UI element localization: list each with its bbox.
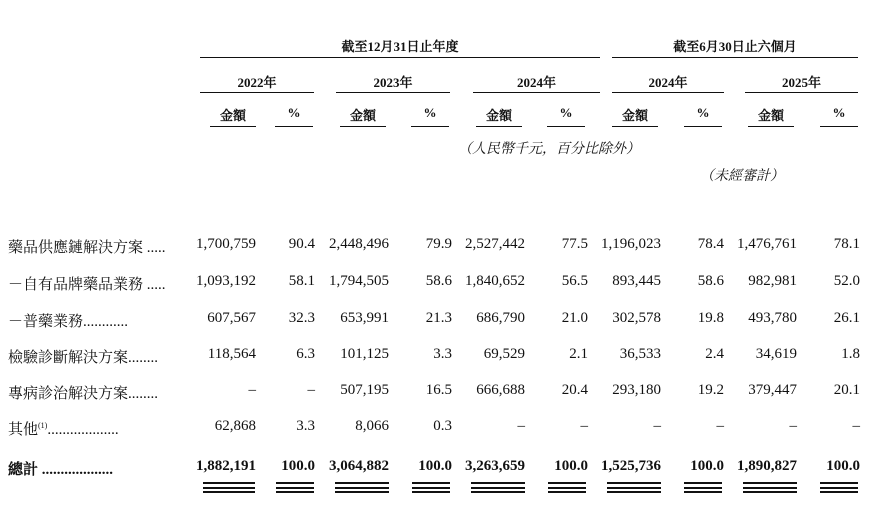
amount-header: 金額 bbox=[621, 108, 648, 123]
divider bbox=[200, 92, 314, 93]
double-underline bbox=[548, 482, 586, 493]
percent-cell: 32.3 bbox=[288, 310, 315, 326]
percent-cell: 90.4 bbox=[288, 236, 315, 252]
audit-note: （未經審計） bbox=[700, 169, 784, 184]
percent-cell: 19.2 bbox=[697, 382, 724, 398]
pct-header: % bbox=[559, 105, 573, 120]
percent-cell: 19.8 bbox=[697, 310, 724, 326]
divider bbox=[336, 92, 450, 93]
row-label-generic: －普藥業務............ bbox=[8, 314, 129, 330]
row-label-own-brand: －自有品牌藥品業務 ..... bbox=[8, 277, 166, 293]
double-underline bbox=[820, 482, 858, 493]
double-underline bbox=[276, 482, 314, 493]
divider bbox=[200, 57, 600, 58]
percent-cell: 3.3 bbox=[296, 418, 315, 434]
amount-cell: 607,567 bbox=[207, 310, 256, 326]
year-header: 2024年 bbox=[516, 75, 556, 90]
double-underline bbox=[412, 482, 450, 493]
amount-cell: 686,790 bbox=[476, 310, 525, 326]
row-label-pharma-supply-chain: 藥品供應鏈解決方案 ..... bbox=[8, 240, 166, 256]
amount-cell: 8,066 bbox=[355, 418, 389, 434]
percent-cell: 58.6 bbox=[697, 273, 724, 289]
amount-cell: – bbox=[517, 418, 525, 434]
pct-header: % bbox=[423, 105, 437, 120]
percent-cell: – bbox=[580, 418, 588, 434]
row-label-others: 其他$^{(1)}$................... bbox=[8, 421, 119, 438]
percent-cell: 100.0 bbox=[281, 458, 315, 474]
percent-cell: 100.0 bbox=[554, 458, 588, 474]
year-header: 2022年 bbox=[237, 75, 277, 90]
amount-cell: 1,093,192 bbox=[196, 273, 256, 289]
amount-cell: 1,476,761 bbox=[737, 236, 797, 252]
double-underline bbox=[335, 482, 389, 493]
amount-cell: 293,180 bbox=[612, 382, 661, 398]
double-underline bbox=[471, 482, 525, 493]
amount-cell: 1,882,191 bbox=[196, 458, 256, 474]
amount-cell: 982,981 bbox=[748, 273, 797, 289]
amount-cell: 893,445 bbox=[612, 273, 661, 289]
pct-header: % bbox=[832, 105, 846, 120]
percent-cell: 78.4 bbox=[697, 236, 724, 252]
divider bbox=[612, 57, 858, 58]
divider bbox=[473, 92, 600, 93]
amount-header: 金額 bbox=[219, 108, 246, 123]
percent-cell: 79.9 bbox=[425, 236, 452, 252]
double-underline bbox=[743, 482, 797, 493]
percent-cell: 52.0 bbox=[833, 273, 860, 289]
divider bbox=[745, 92, 858, 93]
amount-cell: – bbox=[248, 382, 256, 398]
percent-cell: 100.0 bbox=[690, 458, 724, 474]
amount-cell: – bbox=[789, 418, 797, 434]
percent-cell: 56.5 bbox=[561, 273, 588, 289]
double-underline bbox=[203, 482, 255, 493]
percent-cell: 21.0 bbox=[561, 310, 588, 326]
percent-cell: 21.3 bbox=[425, 310, 452, 326]
amount-cell: 3,263,659 bbox=[465, 458, 525, 474]
amount-cell: 2,448,496 bbox=[329, 236, 389, 252]
amount-cell: 666,688 bbox=[476, 382, 525, 398]
amount-cell: 3,064,882 bbox=[329, 458, 389, 474]
group-header-six-months: 截至6月30日止六個月 bbox=[673, 39, 797, 54]
amount-cell: 1,890,827 bbox=[737, 458, 797, 474]
year-header: 2025年 bbox=[781, 75, 821, 90]
percent-cell: 16.5 bbox=[425, 382, 452, 398]
percent-cell: – bbox=[716, 418, 724, 434]
percent-cell: 0.3 bbox=[433, 418, 452, 434]
double-underline bbox=[684, 482, 722, 493]
amount-cell: 1,794,505 bbox=[329, 273, 389, 289]
percent-cell: 20.1 bbox=[833, 382, 860, 398]
percent-cell: 20.4 bbox=[561, 382, 588, 398]
amount-cell: 101,125 bbox=[340, 346, 389, 362]
amount-cell: 69,529 bbox=[483, 346, 525, 362]
amount-cell: 62,868 bbox=[214, 418, 256, 434]
row-label-diagnostics: 檢驗診斷解決方案........ bbox=[8, 350, 159, 366]
amount-cell: 507,195 bbox=[340, 382, 389, 398]
amount-cell: 653,991 bbox=[340, 310, 389, 326]
amount-cell: 1,525,736 bbox=[601, 458, 661, 474]
percent-cell: 1.8 bbox=[841, 346, 860, 362]
percent-cell: 78.1 bbox=[833, 236, 860, 252]
amount-cell: 2,527,442 bbox=[465, 236, 525, 252]
amount-cell: 379,447 bbox=[748, 382, 797, 398]
double-underline bbox=[607, 482, 661, 493]
percent-cell: 2.1 bbox=[569, 346, 588, 362]
year-header: 2024年 bbox=[648, 75, 688, 90]
percent-cell: 58.6 bbox=[425, 273, 452, 289]
amount-cell: 493,780 bbox=[748, 310, 797, 326]
divider bbox=[612, 92, 724, 93]
percent-cell: 3.3 bbox=[433, 346, 452, 362]
amount-header: 金額 bbox=[349, 108, 376, 123]
percent-cell: 26.1 bbox=[833, 310, 860, 326]
unit-note: （人民幣千元，百分比除外） bbox=[458, 142, 640, 157]
percent-cell: 58.1 bbox=[288, 273, 315, 289]
percent-cell: 100.0 bbox=[418, 458, 452, 474]
amount-cell: – bbox=[653, 418, 661, 434]
pct-header: % bbox=[287, 105, 301, 120]
percent-cell: – bbox=[852, 418, 860, 434]
percent-cell: 100.0 bbox=[826, 458, 860, 474]
percent-cell: 77.5 bbox=[561, 236, 588, 252]
amount-header: 金額 bbox=[757, 108, 784, 123]
row-label-specialty: 專病診治解決方案........ bbox=[8, 386, 159, 402]
group-header-fiscal-year: 截至12月31日止年度 bbox=[341, 39, 459, 54]
year-header: 2023年 bbox=[373, 75, 413, 90]
amount-cell: 118,564 bbox=[207, 346, 256, 362]
amount-cell: 1,700,759 bbox=[196, 236, 256, 252]
percent-cell: 6.3 bbox=[296, 346, 315, 362]
amount-header: 金額 bbox=[485, 108, 512, 123]
percent-cell: 2.4 bbox=[705, 346, 724, 362]
row-label-total: 總計 ................... bbox=[8, 462, 114, 478]
percent-cell: – bbox=[307, 382, 315, 398]
amount-cell: 34,619 bbox=[755, 346, 797, 362]
amount-cell: 36,533 bbox=[619, 346, 661, 362]
footnote-marker: (1) bbox=[38, 421, 48, 430]
pct-header: % bbox=[696, 105, 710, 120]
amount-cell: 1,840,652 bbox=[465, 273, 525, 289]
amount-cell: 1,196,023 bbox=[601, 236, 661, 252]
amount-cell: 302,578 bbox=[612, 310, 661, 326]
